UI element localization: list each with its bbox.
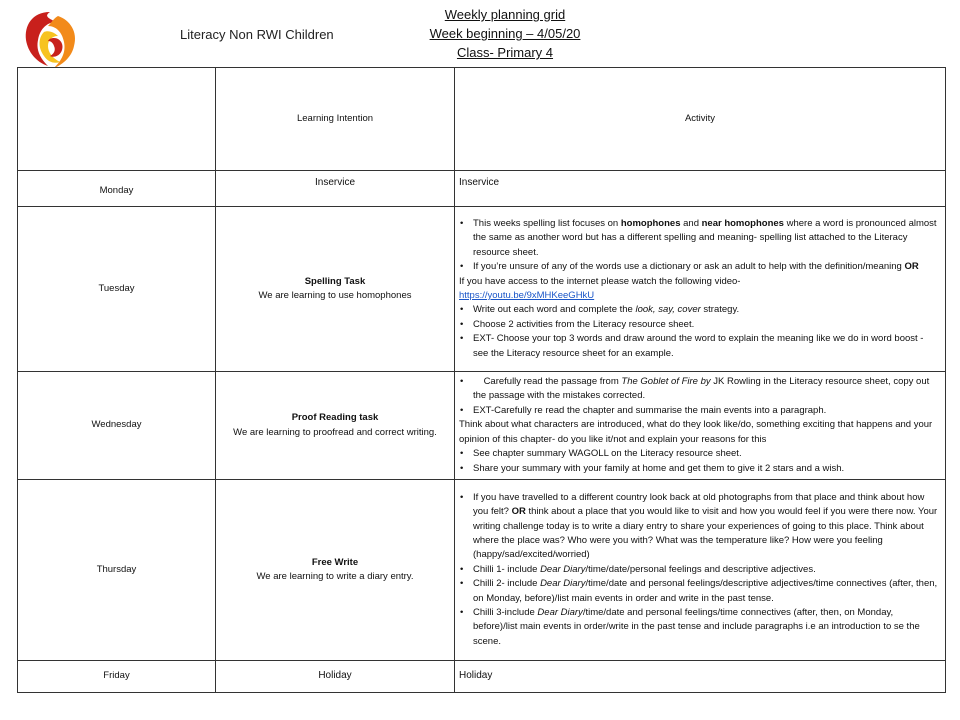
tuesday-internet-note: If you have access to the internet please watch the following video-	[459, 275, 741, 287]
day-monday: Monday	[18, 171, 216, 207]
wednesday-activity	[455, 372, 946, 480]
list-item: • EXT-Carefully re read the chapter and summarise the main events into a paragraph.	[459, 404, 939, 418]
monday-row	[18, 171, 946, 207]
tuesday-intention: We are learning to use homophones	[258, 290, 412, 301]
phoenix-icon	[18, 8, 82, 74]
friday-activity: Holiday	[455, 661, 946, 693]
activity-header: Activity	[455, 68, 946, 171]
class-label: Class- Primary 4	[456, 45, 554, 60]
list-item: • This weeks spelling list focuses on homophones and near homophones where a word is pronounced almost the same as another word but has a different spelling and meaning- spelling list attached to the Literacy resource sheet.	[459, 217, 939, 260]
thursday-intention-cell	[216, 480, 455, 661]
list-item: • If you have travelled to a different country look back at old photographs from that place and think about how you felt? OR think about a place that you would like to visit and how you would feel if you were there now. Your writing challenge today is to write a diary entry to share your experiences of going to this place. Think about where the place was? Who were you with? What was the temperature like? How were you feeling (happy/sad/excited/worried)	[459, 491, 939, 563]
corner-cell	[18, 68, 216, 171]
week-beginning: Week beginning – 4/05/20	[429, 26, 581, 41]
list-item: • Chilli 2- include Dear Diary/time/date and personal feelings/descriptive adjectives/time connectives (after, then, on Monday, before)/list main events in order and write in the past tense.	[459, 577, 939, 606]
list-item: • If you’re unsure of any of the words use a dictionary or ask an adult to help with the definition/meaning OR	[459, 260, 939, 274]
monday-intention: Inservice	[216, 171, 455, 207]
day-tuesday: Tuesday	[18, 207, 216, 372]
thursday-task: Free Write	[311, 556, 359, 568]
list-item: • Carefully read the passage from The Goblet of Fire by JK Rowling in the Literacy resource sheet, copy out the passage with the mistakes corrected.	[459, 375, 939, 404]
list-item: • Write out each word and complete the look, say, cover strategy.	[459, 303, 939, 317]
video-link[interactable]: https://youtu.be/9xMHKeeGHkU	[459, 290, 595, 301]
tuesday-row	[18, 207, 946, 372]
thursday-intention: We are learning to write a diary entry.	[256, 571, 414, 582]
tuesday-intention-cell	[216, 207, 455, 372]
list-item: • Chilli 1- include Dear Diary/time/date/personal feelings and descriptive adjectives.	[459, 563, 939, 577]
page-title: Weekly planning grid	[444, 7, 566, 22]
list-item: • EXT- Choose your top 3 words and draw around the word to explain the meaning like we do in word boost - see the Literacy resource sheet for an example.	[459, 332, 939, 361]
wednesday-think-about: Think about what characters are introduced, what do they look like/do, something exciting that happens and your opinion of this chapter- do you like it/not and explain your reasons for this	[459, 419, 933, 445]
friday-intention: Holiday	[216, 661, 455, 693]
header-title-block	[400, 5, 610, 62]
tuesday-activity	[455, 207, 946, 372]
day-thursday: Thursday	[18, 480, 216, 661]
thursday-row	[18, 480, 946, 661]
tuesday-task: Spelling Task	[304, 275, 366, 287]
list-item: • Choose 2 activities from the Literacy resource sheet.	[459, 318, 939, 332]
planning-grid	[17, 67, 946, 693]
wednesday-row	[18, 372, 946, 480]
wednesday-intention: We are learning to proofread and correct writing.	[233, 426, 437, 438]
subject-label: Literacy Non RWI Children	[180, 27, 334, 42]
monday-activity: Inservice	[455, 171, 946, 207]
wednesday-intention-cell	[216, 372, 455, 480]
wednesday-task: Proof Reading task	[291, 412, 379, 424]
school-logo	[18, 8, 82, 74]
learning-intention-header: Learning Intention	[216, 68, 455, 171]
day-friday: Friday	[18, 661, 216, 693]
day-wednesday: Wednesday	[18, 372, 216, 480]
thursday-activity	[455, 480, 946, 661]
list-item: • Share your summary with your family at home and get them to give it 2 stars and a wish.	[459, 462, 939, 476]
friday-row	[18, 661, 946, 693]
header-row	[18, 68, 946, 171]
list-item: • See chapter summary WAGOLL on the Literacy resource sheet.	[459, 447, 939, 461]
list-item: • Chilli 3-include Dear Diary/time/date and personal feelings/time connectives (after, then, on Monday, before)/list main events in order/write in the past tense and include paragraphs i.e an introduction to se the scene.	[459, 606, 939, 649]
